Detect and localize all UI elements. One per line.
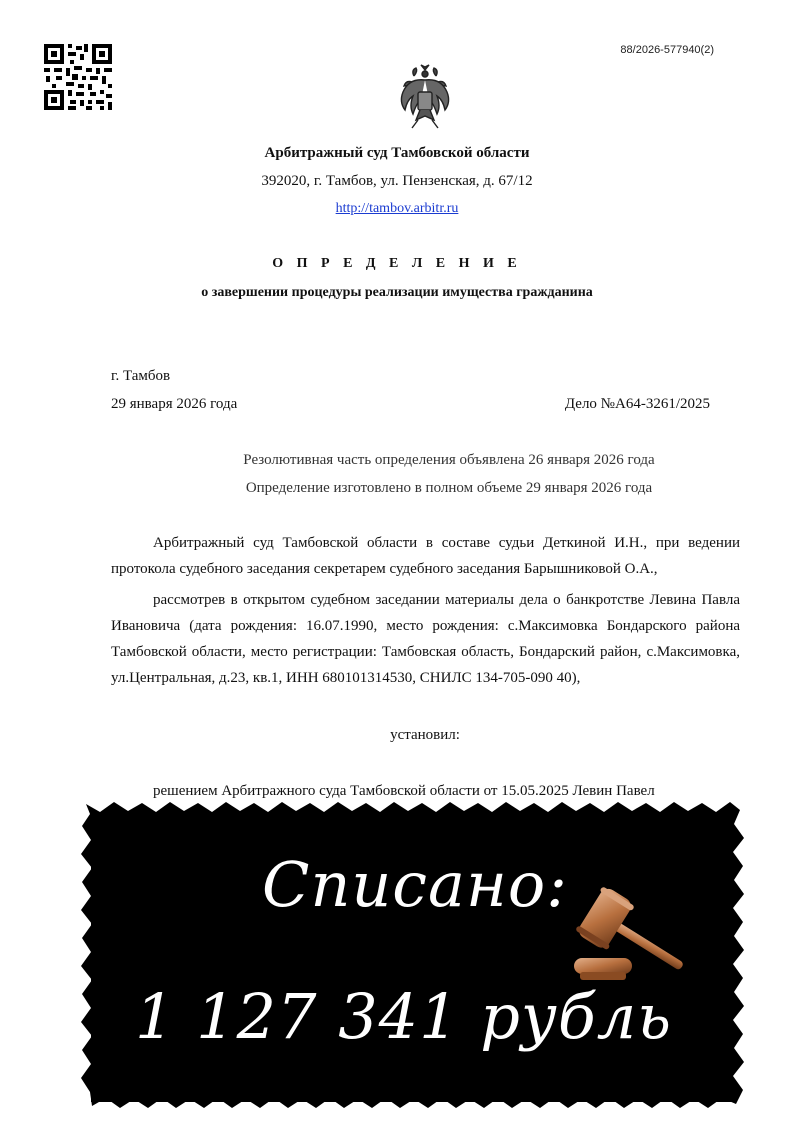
document-type: О П Р Е Д Е Л Е Н И Е xyxy=(272,256,522,271)
case-number: Дело №А64-3261/2025 xyxy=(564,396,710,412)
document-number: 88/2026-577940(2) xyxy=(620,44,714,56)
paragraph-court-composition: Арбитражный суд Тамбовской области в составе судьи Деткиной И.Н., при ведении протокола судебного заседания секретарем судебного заседания Барышниковой О.А., xyxy=(111,535,740,577)
gavel-icon xyxy=(560,880,700,990)
qr-code xyxy=(44,44,112,110)
decision-date: 29 января 2026 года xyxy=(111,396,238,412)
note-announced: Резолютивная часть определения объявлена 26 января 2026 года xyxy=(243,452,655,468)
established-heading: установил: xyxy=(390,727,460,743)
court-site-link[interactable]: http://tambov.arbitr.ru xyxy=(335,201,459,216)
written-off-amount: 1 127 341 рубль xyxy=(135,980,672,1053)
court-address: 392020, г. Тамбов, ул. Пензенская, д. 67/12 xyxy=(261,173,533,189)
note-prepared: Определение изготовлено в полном объеме 29 января 2026 года xyxy=(245,480,653,496)
paragraph-case-details: рассмотрев в открытом судебном заседании материалы дела о банкротстве Левина Павла Ивановича (дата рождения: 16.07.1990, место рождения: с.Максимовка Бондарского района Тамбовской области, место регистрации: Тамбовская область, Бондарский район, с.Максимовка, ул.Центральная, д.23, кв.1, ИНН 680101314530, СНИЛС 134-705-090 40), xyxy=(111,592,740,686)
city: г. Тамбов xyxy=(111,368,171,384)
document-subtitle: о завершении процедуры реализации имущества гражданина xyxy=(201,285,593,300)
written-off-label: Списано: xyxy=(262,848,569,921)
paragraph-decision: решением Арбитражного суда Тамбовской области от 15.05.2025 Левин Павел xyxy=(153,783,655,799)
court-name: Арбитражный суд Тамбовской области xyxy=(264,145,530,161)
coat-of-arms-icon xyxy=(390,62,460,134)
